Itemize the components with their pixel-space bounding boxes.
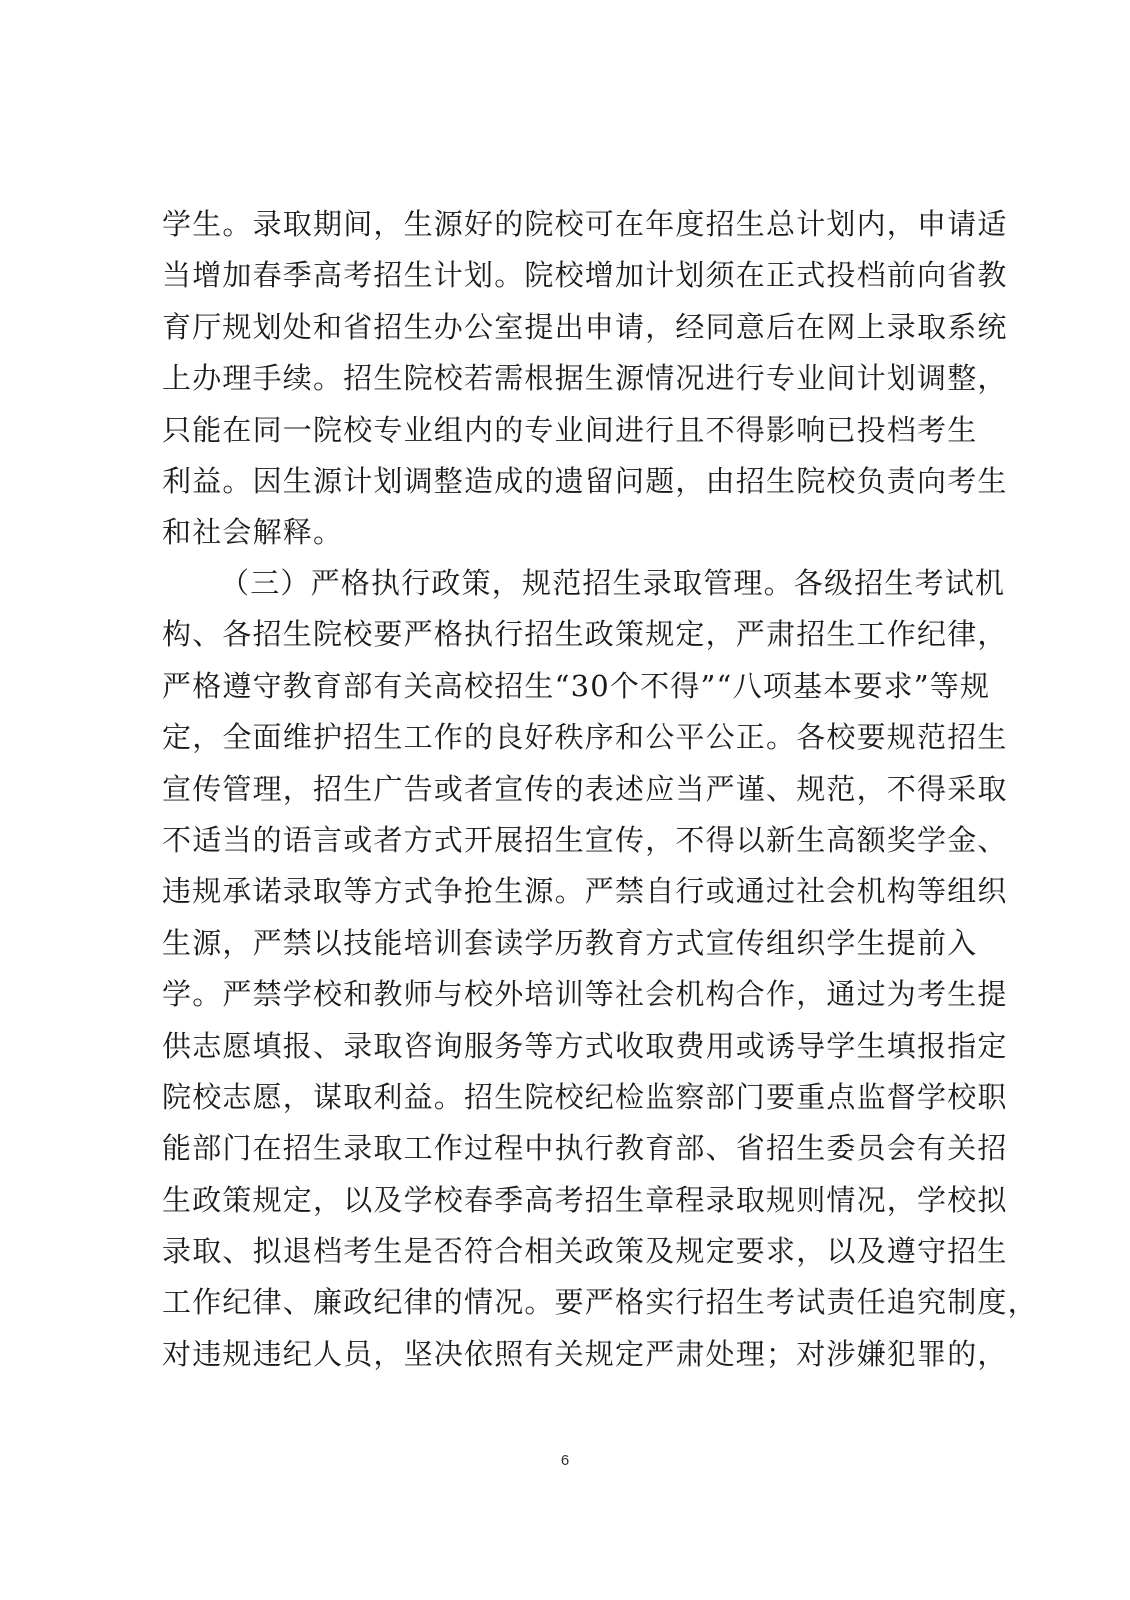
- text-line: 录取、拟退档考生是否符合相关政策及规定要求，以及遵守招生: [162, 1234, 1008, 1269]
- text-line: 上办理手续。招生院校若需根据生源情况进行专业间计划调整，: [162, 361, 1008, 396]
- text-line: 院校志愿，谋取利益。招生院校纪检监察部门要重点监督学校职: [162, 1079, 1008, 1114]
- text-line: 能部门在招生录取工作过程中执行教育部、省招生委员会有关招: [162, 1131, 1008, 1166]
- text-line: 违规承诺录取等方式争抢生源。严禁自行或通过社会机构等组织: [162, 874, 1008, 909]
- text-line: 定，全面维护招生工作的良好秩序和公平公正。各校要规范招生: [162, 720, 1008, 755]
- page-number: 6: [560, 1452, 570, 1469]
- text-line: 只能在同一院校专业组内的专业间进行且不得影响已投档考生: [162, 412, 978, 447]
- paragraph-section-three: [162, 558, 1038, 1380]
- text-line: 对违规违纪人员，坚决依照有关规定严肃处理；对涉嫌犯罪的，: [162, 1336, 1008, 1371]
- text-line: 和社会解释。: [162, 515, 344, 550]
- text-line: 严格遵守教育部有关高校招生“30个不得”“八项基本要求”等规: [162, 668, 991, 703]
- text-line: 生政策规定，以及学校春季高考招生章程录取规则情况，学校拟: [162, 1182, 1008, 1217]
- text-line: 当增加春季高考招生计划。院校增加计划须在正式投档前向省教: [162, 258, 1008, 293]
- text-line: 供志愿填报、录取咨询服务等方式收取费用或诱导学生填报指定: [162, 1028, 1008, 1063]
- text-line: 宣传管理，招生广告或者宣传的表述应当严谨、规范，不得采取: [162, 771, 1008, 806]
- text-line: 构、各招生院校要严格执行招生政策规定，严肃招生工作纪律，: [162, 617, 1008, 652]
- text-line: 工作纪律、廉政纪律的情况。要严格实行招生考试责任追究制度，: [162, 1285, 1038, 1320]
- text-line: 学。严禁学校和教师与校外培训等社会机构合作，通过为考生提: [162, 977, 1008, 1012]
- paragraph-continuation: [162, 199, 1008, 559]
- text-line: 利益。因生源计划调整造成的遗留问题，由招生院校负责向考生: [162, 463, 1008, 498]
- text-line: （三）严格执行政策，规范招生录取管理。各级招生考试机: [220, 566, 1006, 600]
- text-line: 学生。录取期间，生源好的院校可在年度招生总计划内，申请适: [162, 207, 1008, 241]
- text-line: 育厅规划处和省招生办公室提出申请，经同意后在网上录取系统: [162, 309, 1008, 344]
- text-line: 不适当的语言或者方式开展招生宣传，不得以新生高额奖学金、: [162, 822, 1008, 857]
- text-line: 生源，严禁以技能培训套读学历教育方式宣传组织学生提前入: [162, 925, 978, 960]
